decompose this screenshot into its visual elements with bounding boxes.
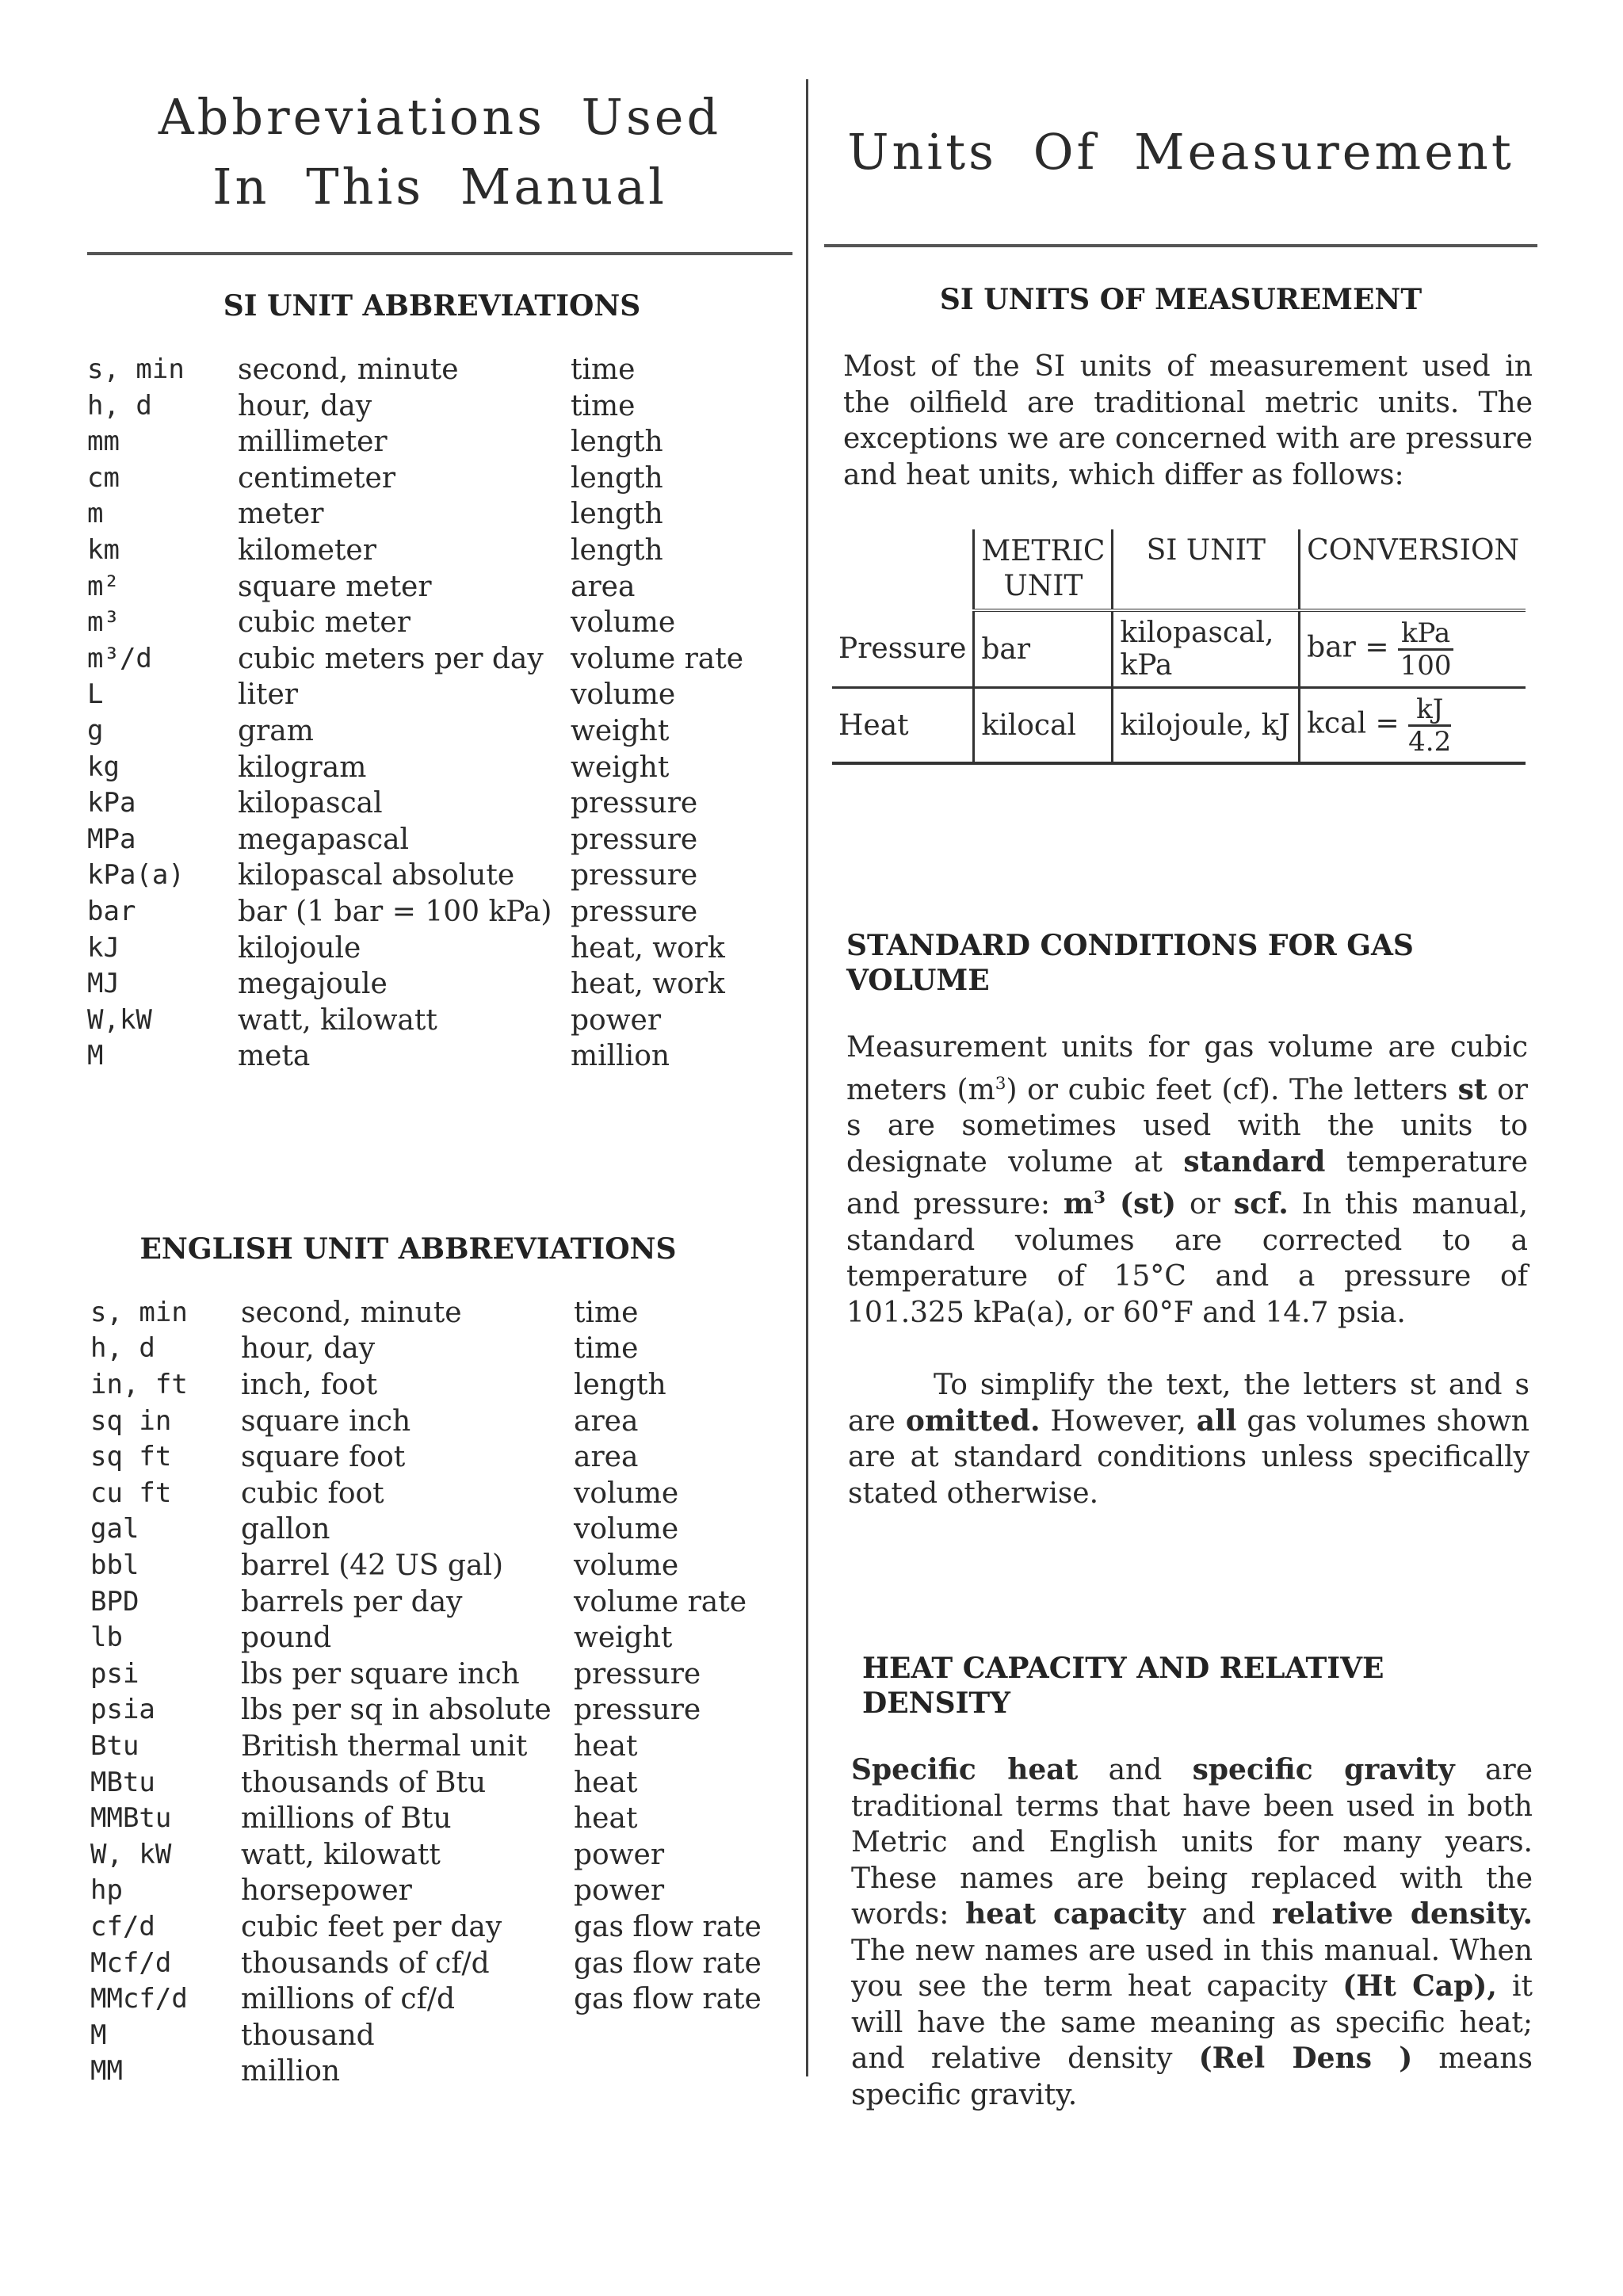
- conversion-row-pressure: [832, 610, 1526, 688]
- fraction-denominator: 100: [1400, 649, 1452, 682]
- quantity: power: [574, 1874, 665, 1908]
- metric-unit-cell: bar: [974, 610, 1113, 688]
- abbreviation-row: [87, 641, 743, 678]
- quantity: volume: [574, 1477, 679, 1510]
- abbreviation: kg: [87, 751, 120, 783]
- abbreviation: MJ: [87, 968, 120, 1000]
- quantity: pressure: [571, 895, 698, 928]
- abbreviation: MBtu: [90, 1766, 155, 1798]
- unit-name: meta: [238, 1040, 311, 1073]
- abbreviation-row: [87, 569, 743, 606]
- unit-name: hour, day: [241, 1332, 376, 1366]
- abbreviation: cm: [87, 461, 120, 494]
- abbreviation: lb: [90, 1622, 123, 1654]
- quantity: gas flow rate: [574, 1946, 762, 1980]
- text-run: However,: [1040, 1404, 1197, 1438]
- text-run: it will have the same meaning as specific heat; and relative density: [851, 1970, 1533, 2075]
- fraction-numerator: kJ: [1408, 696, 1451, 727]
- text-run: and: [1078, 1754, 1193, 1786]
- quantity: area: [574, 1441, 639, 1474]
- bold-term: st: [1457, 1072, 1487, 1106]
- quantity: weight: [574, 1622, 673, 1655]
- units-title: Units Of Measurement: [847, 123, 1514, 181]
- abbreviation-row: [90, 1909, 762, 1946]
- bold-term: Specific heat: [851, 1753, 1079, 1786]
- unit-name: cubic foot: [241, 1477, 384, 1510]
- text-run: means specific gravity.: [851, 2042, 1533, 2111]
- conversion-fraction: [1408, 693, 1452, 758]
- unit-name: watt, kilowatt: [241, 1838, 441, 1871]
- abbreviation: W, kW: [90, 1838, 172, 1870]
- si-unit-cell: kilopascal, kPa: [1113, 610, 1300, 688]
- unit-name: lbs per sq in absolute: [241, 1694, 552, 1727]
- title-line-2: In This Manual: [212, 158, 667, 216]
- unit-name: square inch: [241, 1404, 411, 1438]
- unit-name: kilopascal absolute: [238, 859, 515, 892]
- abbreviation-row: [87, 822, 743, 858]
- unit-name: pound: [241, 1622, 332, 1655]
- text-run: are traditional terms that have been used in both Metric and English units for many years. These names are being replaced with the words:: [851, 1754, 1533, 1931]
- abbreviation: MPa: [87, 823, 136, 855]
- abbreviation-row: [90, 1404, 762, 1440]
- abbreviation-row: [90, 1946, 762, 1982]
- abbreviation-row: [90, 1367, 762, 1404]
- abbreviation-row: [90, 1439, 762, 1476]
- quantity: pressure: [571, 859, 698, 892]
- text-run: (st): [1106, 1187, 1177, 1221]
- abbreviation-row: [90, 1656, 762, 1693]
- abbreviation-row: [87, 930, 743, 967]
- abbreviation-row: [87, 750, 743, 786]
- conversion-cell: [1300, 610, 1526, 688]
- conversion-fraction: [1398, 617, 1453, 682]
- bold-term: specific gravity: [1192, 1753, 1455, 1786]
- metric-unit-cell: kilocal: [974, 688, 1113, 764]
- quantity: pressure: [574, 1657, 701, 1690]
- abbreviation-row: [90, 1801, 762, 1837]
- abbreviation-row: [90, 1765, 762, 1801]
- title-rule: [87, 252, 792, 255]
- bold-term: standard: [1183, 1144, 1326, 1179]
- bold-term: omitted.: [905, 1404, 1041, 1438]
- bold-term: [1064, 1187, 1176, 1221]
- abbreviation: m³/d: [87, 642, 152, 674]
- quantity: power: [574, 1838, 665, 1871]
- si-abbreviations-table: [87, 352, 743, 1075]
- abbreviation: sq ft: [90, 1441, 172, 1473]
- quantity: heat: [574, 1802, 638, 1836]
- quantity: time: [574, 1296, 639, 1329]
- quantity: heat, work: [571, 968, 725, 1001]
- unit-name: horsepower: [241, 1874, 412, 1908]
- unit-name: kilopascal: [238, 787, 383, 820]
- row-label: Pressure: [832, 610, 974, 688]
- si-units-intro: Most of the SI units of measurement used in the oilfield are traditional metric units. The exceptions we are concerned with are pressure and heat units, which differ as follows:: [843, 350, 1533, 491]
- abbreviation-row: [87, 605, 743, 641]
- abbreviation: M: [87, 1040, 104, 1072]
- quantity: time: [571, 353, 636, 386]
- abbreviation: MMBtu: [90, 1802, 172, 1835]
- quantity: area: [571, 570, 636, 603]
- unit-name: cubic meter: [238, 606, 411, 640]
- abbreviation: cf/d: [90, 1910, 155, 1943]
- unit-name: British thermal unit: [241, 1730, 528, 1763]
- unit-name: gallon: [241, 1513, 330, 1546]
- unit-name: kilogram: [238, 751, 367, 784]
- quantity: million: [571, 1040, 670, 1073]
- abbreviation: g: [87, 714, 104, 747]
- quantity: length: [571, 461, 663, 495]
- abbreviation: in, ft: [90, 1369, 188, 1401]
- abbreviation-row: [90, 1295, 762, 1331]
- abbreviation: BPD: [90, 1585, 139, 1618]
- quantity: volume: [574, 1549, 679, 1583]
- quantity: gas flow rate: [574, 1983, 762, 2016]
- si-units-heading: SI UNITS OF MEASUREMENT: [939, 283, 1423, 316]
- conversion-row-heat: [832, 688, 1526, 764]
- unit-name: kilometer: [238, 533, 376, 567]
- text-run: Measurement units for gas volume are cubic meters (m: [846, 1031, 1528, 1106]
- unit-name: centimeter: [238, 461, 396, 495]
- standard-conditions-heading: STANDARD CONDITIONS FOR GAS VOLUME: [846, 929, 1414, 997]
- unit-name: thousands of Btu: [241, 1766, 487, 1799]
- quantity: heat, work: [571, 931, 725, 965]
- quantity: [574, 2018, 762, 2054]
- abbreviation: kPa: [87, 787, 136, 819]
- superscript: 3: [995, 1073, 1006, 1094]
- text-run: gas volumes shown are at standard conditions unless specifically stated otherwise.: [848, 1404, 1529, 1510]
- bold-term: heat capacity: [965, 1897, 1186, 1931]
- superscript: 3: [1094, 1188, 1106, 1208]
- abbreviation-row: [90, 1692, 762, 1729]
- quantity: [574, 2053, 762, 2090]
- abbreviation: kPa(a): [87, 859, 185, 892]
- abbreviation: m³: [87, 606, 120, 639]
- abbreviation-row: [90, 1620, 762, 1656]
- text-run: ) or cubic feet (cf). The letters: [1006, 1073, 1458, 1106]
- abbreviation-row: [90, 2053, 762, 2090]
- abbreviation-row: [87, 352, 743, 388]
- text-run: or s are sometimes used with the units to designate volume at: [846, 1073, 1529, 1179]
- abbreviation: s, min: [87, 353, 185, 385]
- quantity: volume: [574, 1513, 679, 1546]
- unit-name: millimeter: [238, 426, 388, 459]
- abbreviation: psi: [90, 1657, 139, 1690]
- abbreviation: M: [90, 2019, 107, 2051]
- text-run: The new names are used in this manual. When you see the term heat capacity: [851, 1934, 1533, 2003]
- quantity: volume rate: [574, 1585, 747, 1618]
- abbreviation-row: [87, 1003, 743, 1039]
- si-abbreviations-heading: SI UNIT ABBREVIATIONS: [223, 289, 641, 323]
- abbreviation-row: [90, 1331, 762, 1367]
- abbreviation-row: [87, 677, 743, 713]
- header-conversion: CONVERSION: [1300, 529, 1526, 610]
- abbreviation-row: [90, 1873, 762, 1909]
- column-divider: [806, 79, 808, 2076]
- right-column: [824, 79, 1537, 2113]
- unit-name: lbs per square inch: [241, 1657, 520, 1690]
- abbreviations-title: [87, 79, 792, 222]
- conversion-lhs: kcal =: [1307, 707, 1400, 739]
- heat-capacity-paragraph: [851, 1752, 1533, 2113]
- abbreviation-row: [90, 1981, 762, 2018]
- quantity: volume: [571, 606, 676, 640]
- unit-name: bar (1 bar = 100 kPa): [238, 895, 552, 928]
- abbreviation: Btu: [90, 1730, 139, 1762]
- unit-name: watt, kilowatt: [238, 1003, 437, 1037]
- quantity: heat: [574, 1730, 638, 1763]
- unit-name: second, minute: [238, 353, 459, 386]
- conversion-cell: [1300, 688, 1526, 764]
- quantity: gas flow rate: [574, 1910, 762, 1943]
- abbreviation: sq in: [90, 1404, 172, 1437]
- unit-name: liter: [238, 678, 299, 712]
- unit-name: megajoule: [238, 968, 388, 1001]
- abbreviation: MMcf/d: [90, 1983, 188, 2015]
- abbreviation: cu ft: [90, 1477, 172, 1509]
- abbreviation-row: [87, 785, 743, 822]
- english-abbreviations-heading: ENGLISH UNIT ABBREVIATIONS: [139, 1232, 677, 1266]
- bold-term: (Ht Cap),: [1342, 1969, 1497, 2003]
- quantity: pressure: [571, 823, 698, 856]
- title-rule-right: [824, 244, 1537, 247]
- abbreviation: m²: [87, 570, 120, 602]
- abbreviation: s, min: [90, 1296, 188, 1328]
- quantity: pressure: [574, 1694, 701, 1727]
- standard-conditions-paragraph-2: [848, 1367, 1529, 1511]
- abbreviation-row: [87, 1038, 743, 1075]
- abbreviation: kJ: [87, 931, 120, 964]
- bold-term: (Rel Dens ): [1198, 2042, 1413, 2075]
- abbreviation-row: [90, 1511, 762, 1548]
- quantity: length: [571, 533, 663, 567]
- abbreviation: MM: [90, 2055, 123, 2088]
- unit-name: million: [241, 2055, 341, 2088]
- unit-name: gram: [238, 714, 314, 747]
- unit-name: kilojoule: [238, 931, 361, 965]
- heat-capacity-heading: HEAT CAPACITY AND RELATIVE DENSITY: [862, 1652, 1384, 1720]
- quantity: heat: [574, 1766, 638, 1799]
- abbreviation: bar: [87, 895, 136, 927]
- quantity: power: [571, 1003, 662, 1037]
- text-run: To simplify the text, the letters st and s are: [848, 1369, 1529, 1438]
- fraction-denominator: 4.2: [1408, 725, 1452, 758]
- title-line-1: Abbreviations Used: [158, 88, 722, 146]
- unit-name: thousands of cf/d: [241, 1946, 490, 1980]
- conversion-table: [832, 529, 1526, 765]
- abbreviation: hp: [90, 1874, 123, 1907]
- unit-name: cubic feet per day: [241, 1910, 502, 1943]
- quantity: volume rate: [571, 642, 744, 675]
- abbreviation-row: [90, 1837, 762, 1874]
- abbreviation: km: [87, 533, 120, 566]
- abbreviation-row: [90, 2018, 762, 2054]
- abbreviation-row: [87, 966, 743, 1003]
- abbreviation: m: [87, 498, 104, 530]
- english-abbreviations-table: [90, 1295, 762, 2090]
- quantity: weight: [571, 751, 670, 784]
- bold-term: relative density.: [1272, 1897, 1533, 1931]
- quantity: volume: [571, 678, 676, 712]
- standard-conditions-paragraph-1: [846, 1030, 1528, 1331]
- abbreviation: psia: [90, 1694, 155, 1726]
- unit-name: square foot: [241, 1441, 406, 1474]
- header-metric-unit: METRIC UNIT: [974, 529, 1113, 610]
- quantity: length: [574, 1369, 666, 1402]
- unit-name: inch, foot: [241, 1369, 378, 1402]
- quantity: pressure: [571, 787, 698, 820]
- abbreviation-row: [87, 388, 743, 425]
- bold-term: all: [1196, 1404, 1237, 1438]
- abbreviation: h, d: [87, 389, 152, 422]
- text-run: or: [1176, 1188, 1234, 1221]
- abbreviation-row: [90, 1584, 762, 1621]
- quantity: length: [571, 426, 663, 459]
- si-unit-cell: kilojoule, kJ: [1113, 688, 1300, 764]
- bold-term: scf.: [1233, 1187, 1289, 1221]
- abbreviation-row: [90, 1729, 762, 1765]
- conversion-lhs: bar =: [1307, 631, 1389, 663]
- abbreviation-row: [87, 858, 743, 894]
- abbreviation-row: [87, 496, 743, 533]
- abbreviation: Mcf/d: [90, 1946, 172, 1979]
- abbreviation: h, d: [90, 1332, 155, 1365]
- quantity: time: [571, 389, 636, 422]
- abbreviation: bbl: [90, 1549, 139, 1582]
- abbreviation: gal: [90, 1513, 139, 1545]
- unit-name: millions of cf/d: [241, 1983, 456, 2016]
- abbreviation-row: [87, 460, 743, 497]
- abbreviation: L: [87, 678, 104, 711]
- unit-name: barrels per day: [241, 1585, 463, 1618]
- unit-name: millions of Btu: [241, 1802, 452, 1836]
- abbreviation-row: [87, 533, 743, 569]
- unit-name: hour, day: [238, 389, 372, 422]
- text-run: In this manual, standard volumes are corrected to a temperature of 15°C and a pressure of 101.325 kPa(a), or 60°F and 14.7 psia.: [846, 1188, 1528, 1329]
- row-label: Heat: [832, 688, 974, 764]
- abbreviation-row: [90, 1548, 762, 1584]
- header-si-unit: SI UNIT: [1113, 529, 1300, 610]
- text-run: and: [1185, 1898, 1273, 1931]
- unit-name: meter: [238, 498, 324, 531]
- text-run: temperature and pressure:: [846, 1145, 1528, 1221]
- unit-name: thousand: [241, 2019, 375, 2052]
- unit-name: megapascal: [238, 823, 410, 856]
- quantity: length: [571, 498, 663, 531]
- abbreviation: mm: [87, 426, 120, 458]
- unit-name: second, minute: [241, 1296, 462, 1329]
- unit-name: cubic meters per day: [238, 642, 544, 675]
- conversion-header-row: [832, 529, 1526, 610]
- abbreviation: W,kW: [87, 1003, 152, 1036]
- fraction-numerator: kPa: [1398, 620, 1453, 651]
- quantity: weight: [571, 714, 670, 747]
- unit-name: barrel (42 US gal): [241, 1549, 503, 1583]
- abbreviation-row: [87, 424, 743, 460]
- left-column: [87, 79, 792, 2090]
- unit-name: square meter: [238, 570, 432, 603]
- abbreviation-row: [90, 1476, 762, 1512]
- abbreviation-row: [87, 894, 743, 930]
- abbreviation-row: [87, 713, 743, 750]
- text-run: m: [1063, 1187, 1094, 1221]
- quantity: area: [574, 1404, 639, 1438]
- quantity: time: [574, 1332, 639, 1366]
